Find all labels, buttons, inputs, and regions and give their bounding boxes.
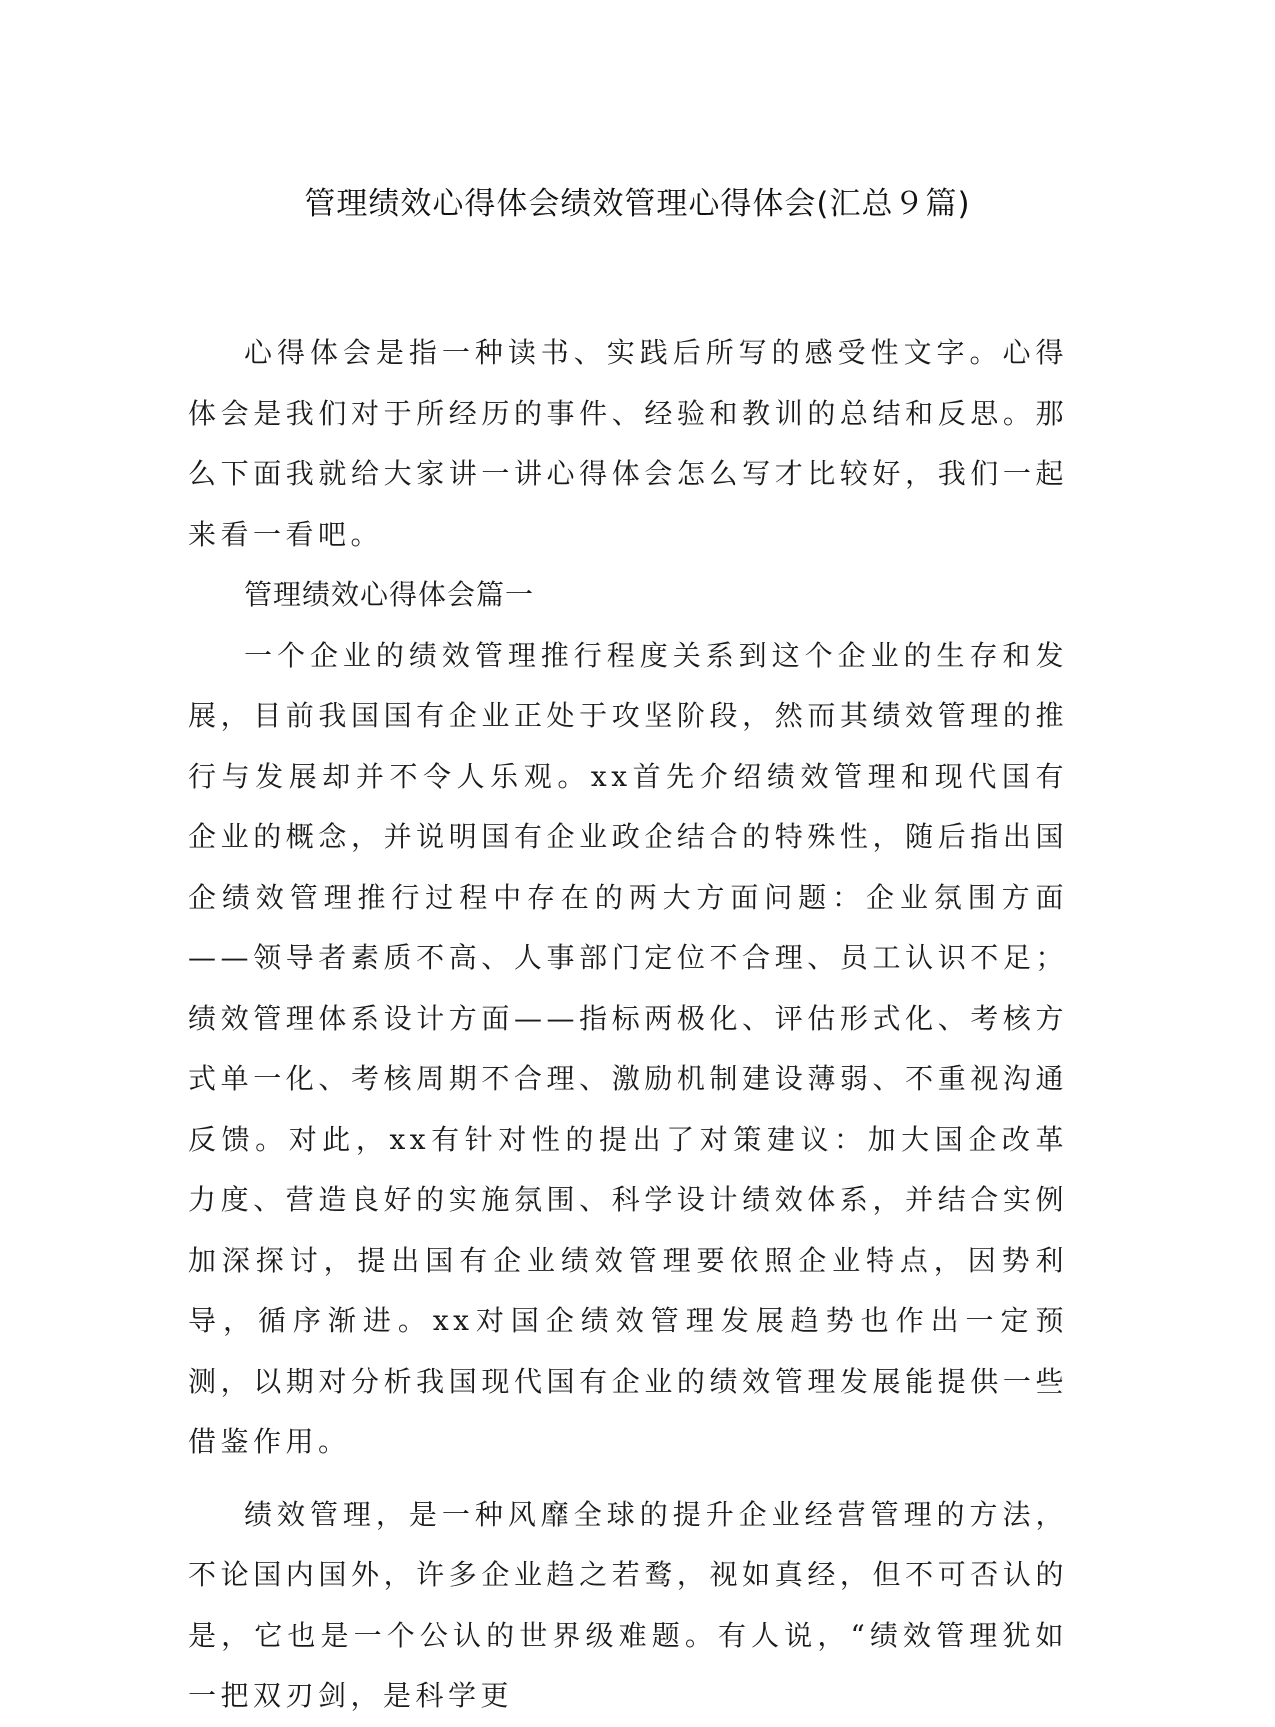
section-heading: 管理绩效心得体会篇一 xyxy=(244,578,535,611)
document-title: 管理绩效心得体会绩效管理心得体会(汇总９篇) xyxy=(304,186,971,222)
body-paragraph: 绩效管理，是一种风靡全球的提升企业经营管理的方法，不论国内国外，许多企业趋之若鹜，视如真经，但不可否认的是，它也是一个公认的世界级难题。有人说，“绩效管理犹如一把双刃剑，是科学更 xyxy=(188,1497,1068,1712)
intro-paragraph: 心得体会是指一种读书、实践后所写的感受性文字。心得体会是我们对于所经历的事件、经验和教训的总结和反思。那么下面我就给大家讲一讲心得体会怎么写才比较好，我们一起来看一看吧。 xyxy=(188,336,1068,551)
body-paragraph: 一个企业的绩效管理推行程度关系到这个企业的生存和发展，目前我国国有企业正处于攻坚阶段，然而其绩效管理的推行与发展却并不令人乐观。xx首先介绍绩效管理和现代国有企业的概念，并说明国有企业政企结合的特殊性，随后指出国企绩效管理推行过程中存在的两大方面问题：企业氛围方面——领导者素质不高、人事部门定位不合理、员工认识不足；绩效管理体系设计方面——指标两极化、评估形式化、考核方式单一化、考核周期不合理、激励机制建设薄弱、不重视沟通反馈。对此，xx有针对性的提出了对策建议：加大国企改革力度、营造良好的实施氛围、科学设计绩效体系，并结合实例加深探讨，提出国有企业绩效管理要依照企业特点，因势利导，循序渐进。xx对国企绩效管理发展趋势也作出一定预测，以期对分析我国现代国有企业的绩效管理发展能提供一些借鉴作用。 xyxy=(188,638,1068,1458)
document-body xyxy=(188,323,1068,1727)
